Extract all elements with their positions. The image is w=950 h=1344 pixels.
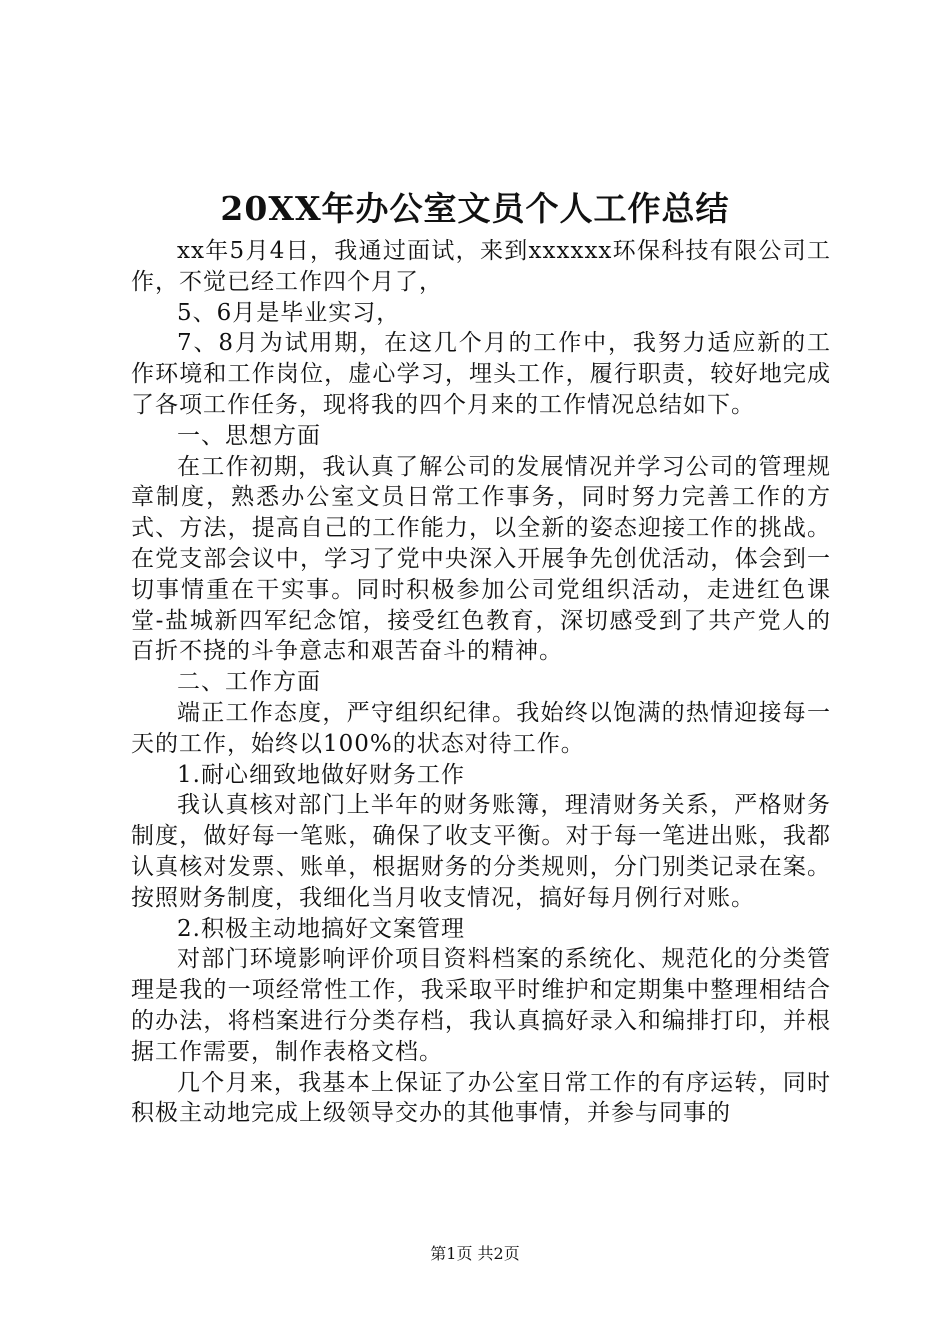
document-body [131, 236, 831, 1129]
paragraph-finance: 我认真核对部门上半年的财务账簿，理清财务关系，严格财务制度，做好每一笔账，确保了收支平衡。对于每一笔进出账，我都认真核对发票、账单，根据财务的分类规则，分门别类记录在案。按照财务制度，我细化当月收支情况，搞好每月例行对账。 [131, 792, 831, 911]
section-heading-work: 二、工作方面 [177, 669, 321, 696]
paragraph-summary: 几个月来，我基本上保证了办公室日常工作的有序运转，同时积极主动地完成上级领导交办的其他事情，并参与同事的 [131, 1069, 831, 1127]
page-number-footer: 第1页 共2页 [430, 1244, 520, 1263]
paragraph-work-attitude: 端正工作态度，严守组织纪律。我始终以饱满的热情迎接每一天的工作，始终以100%的状态对待工作。 [131, 699, 831, 757]
subheading-finance: 1.耐心细致地做好财务工作 [177, 761, 465, 788]
paragraph-probation: 7、8月为试用期，在这几个月的工作中，我努力适应新的工作环境和工作岗位，虚心学习，埋头工作，履行职责，较好地完成了各项工作任务，现将我的四个月来的工作情况总结如下。 [131, 330, 831, 418]
section-heading-thinking: 一、思想方面 [177, 422, 321, 449]
paragraph-intro: xx年5月4日，我通过面试，来到xxxxxx环保科技有限公司工作，不觉已经工作四个月了， [131, 238, 831, 295]
document-title: 20XX年办公室文员个人工作总结 [220, 189, 730, 228]
paragraph-internship: 5、6月是毕业实习， [177, 299, 401, 326]
subheading-document-management: 2.积极主动地搞好文案管理 [177, 915, 465, 942]
paragraph-document-management: 对部门环境影响评价项目资料档案的系统化、规范化的分类管理是我的一项经常性工作，我采取平时维护和定期集中整理相结合的办法，将档案进行分类存档，我认真搞好录入和编排打印，并根据工作需要，制作表格文档。 [131, 946, 831, 1065]
paragraph-thinking: 在工作初期，我认真了解公司的发展情况并学习公司的管理规章制度，熟悉办公室文员日常工作事务，同时努力完善工作的方式、方法，提高自己的工作能力，以全新的姿态迎接工作的挑战。在党支部会议中，学习了党中央深入开展争先创优活动，体会到一切事情重在干实事。同时积极参加公司党组织活动，走进红色课堂-盐城新四军纪念馆，接受红色教育，深切感受到了共产党人的百折不挠的斗争意志和艰苦奋斗的精神。 [131, 453, 831, 665]
